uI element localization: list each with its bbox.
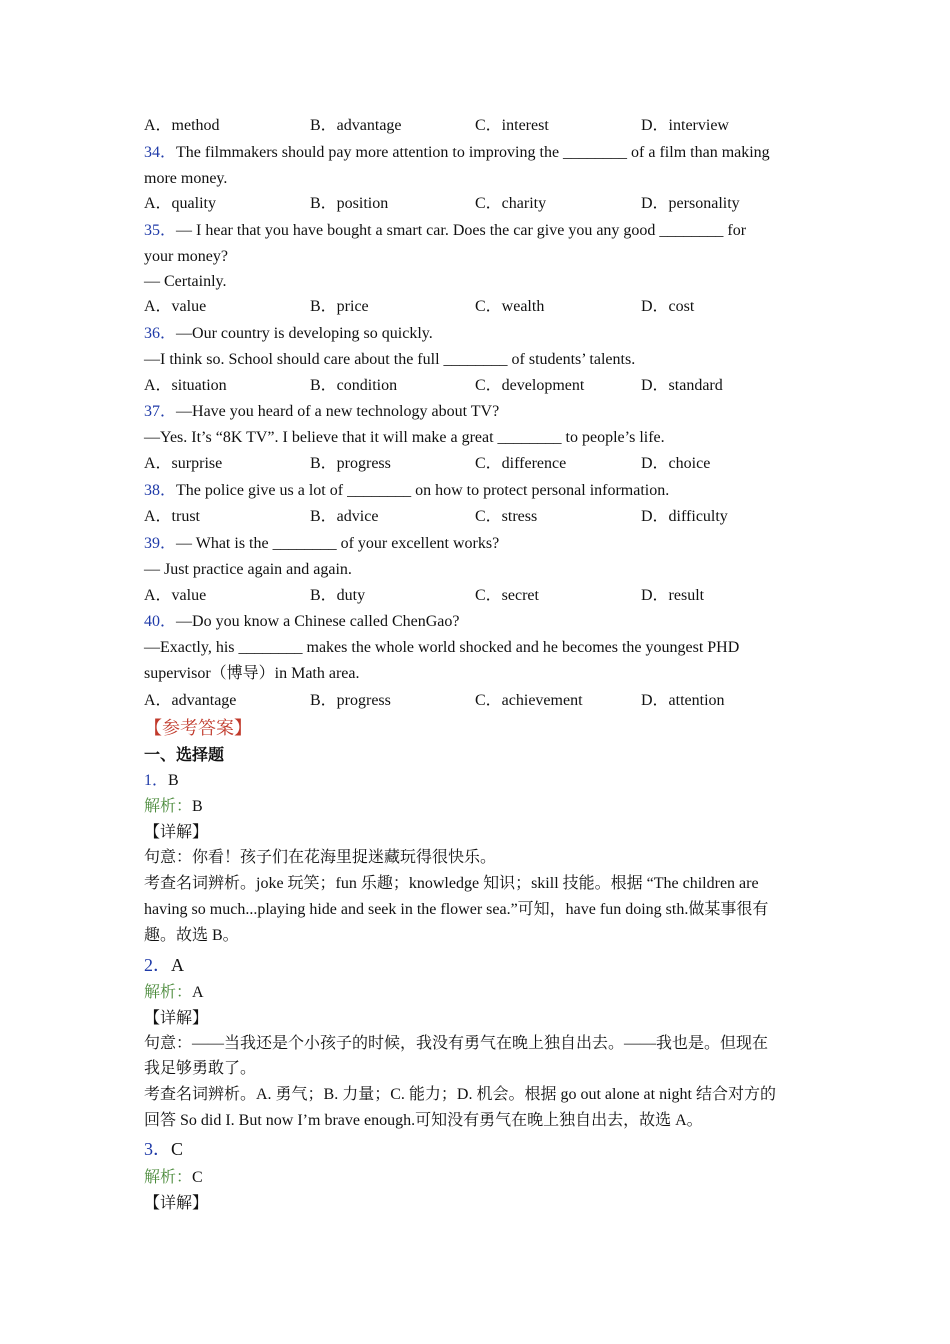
q34-number: 34． — [144, 144, 177, 161]
q40-stem — [144, 612, 814, 632]
q40-option-b: B．progress — [310, 692, 391, 709]
answer-2-jiexi — [144, 983, 814, 1003]
q33-options — [144, 116, 814, 136]
q35-stem — [144, 221, 814, 241]
answer-3-xiangjie: 【详解】 — [144, 1195, 209, 1212]
answer-2-jiexi-value: A — [192, 984, 204, 1001]
answer-1-value: B — [168, 772, 179, 789]
q33-option-a: A．method — [144, 117, 220, 134]
q34-text-line2: more money. — [144, 170, 228, 187]
q34-option-b: B．position — [310, 195, 389, 212]
answer-3 — [144, 1138, 814, 1160]
q40-text-line3: supervisor（博导）in Math area. — [144, 665, 360, 682]
q38-option-a: A．trust — [144, 508, 201, 525]
q40-text-line2: —Exactly, his ________ makes the whole world shocked and he becomes the youngest PHD — [144, 639, 740, 656]
q35-number: 35． — [144, 222, 177, 239]
q39-option-d: D．result — [641, 587, 705, 604]
answer-1-line3: having so much...playing hide and seek in the flower sea.”可知，have fun doing sth.做某事很有 — [144, 901, 769, 918]
jiexi-label: 解析： — [144, 984, 193, 1001]
q33-option-c: C．interest — [475, 117, 549, 134]
q35-option-b: B．price — [310, 298, 369, 315]
q40-option-a: A．advantage — [144, 692, 237, 709]
q34-text-line1: The filmmakers should pay more attention to improving the ________ of a film than making — [176, 144, 770, 161]
answer-2-line1: 句意：——当我还是个小孩子的时候，我没有勇气在晚上独自出去。——我也是。但现在 — [144, 1035, 769, 1052]
q39-options — [144, 586, 814, 606]
answer-1 — [144, 771, 814, 791]
answer-3-jiexi-value: C — [192, 1169, 203, 1186]
q40-option-c: C．achievement — [475, 692, 583, 709]
answer-1-number: 1． — [144, 772, 169, 789]
answer-1-line4: 趣。故选 B。 — [144, 927, 239, 944]
q38-options — [144, 507, 814, 527]
q39-option-b: B．duty — [310, 587, 366, 604]
q35-option-d: D．cost — [641, 298, 695, 315]
q35-text-line1: — I hear that you have bought a smart car. Does the car give you any good ________ for — [176, 222, 747, 239]
q34-option-d: D．personality — [641, 195, 740, 212]
q38-option-b: B．advice — [310, 508, 379, 525]
q40-options — [144, 691, 814, 711]
answer-2-line3: 考查名词辨析。A. 勇气；B. 力量；C. 能力；D. 机会。根据 go out alone at night 结合对方的 — [144, 1086, 776, 1103]
q34-options — [144, 194, 814, 214]
q37-option-c: C．difference — [475, 455, 567, 472]
q36-text-line1: —Our country is developing so quickly. — [176, 325, 433, 342]
q37-text-line1: —Have you heard of a new technology about TV? — [176, 403, 500, 420]
q37-option-a: A．surprise — [144, 455, 223, 472]
q35-options — [144, 297, 814, 317]
answer-key-heading: 【参考答案】 — [144, 718, 252, 738]
q38-option-c: C．stress — [475, 508, 538, 525]
q40-text-line1: —Do you know a Chinese called ChenGao? — [176, 613, 460, 630]
q37-text-line2: —Yes. It’s “8K TV”. I believe that it will make a great ________ to people’s life. — [144, 429, 665, 446]
q37-stem — [144, 402, 814, 422]
q35-option-a: A．value — [144, 298, 207, 315]
q35-text-line3: — Certainly. — [144, 273, 227, 290]
answer-3-jiexi — [144, 1168, 814, 1188]
answer-1-jiexi — [144, 797, 814, 817]
q39-option-c: C．secret — [475, 587, 539, 604]
answer-2-value: A — [171, 955, 184, 975]
q33-option-d: D．interview — [641, 117, 729, 134]
q39-text-line2: — Just practice again and again. — [144, 561, 352, 578]
answer-3-value: C — [171, 1139, 184, 1159]
q36-option-d: D．standard — [641, 377, 723, 394]
q39-text-line1: — What is the ________ of your excellent works? — [176, 535, 500, 552]
section-heading: 一、选择题 — [144, 747, 225, 764]
q34-stem — [144, 143, 814, 163]
q36-options — [144, 376, 814, 396]
q37-option-d: D．choice — [641, 455, 711, 472]
answer-3-number: 3． — [144, 1139, 171, 1159]
q36-option-b: B．condition — [310, 377, 398, 394]
q35-text-line2: your money? — [144, 248, 228, 265]
answer-1-xiangjie: 【详解】 — [144, 824, 209, 841]
q36-option-c: C．development — [475, 377, 585, 394]
answer-2 — [144, 954, 814, 976]
q39-number: 39． — [144, 535, 177, 552]
q36-stem — [144, 324, 814, 344]
q36-text-line2: —I think so. School should care about the full ________ of students’ talents. — [144, 351, 636, 368]
q38-number: 38． — [144, 482, 177, 499]
q38-text-line1: The police give us a lot of ________ on how to protect personal information. — [176, 482, 670, 499]
q40-option-d: D．attention — [641, 692, 725, 709]
answer-1-line1: 句意：你看！孩子们在花海里捉迷藏玩得很快乐。 — [144, 849, 497, 866]
q39-option-a: A．value — [144, 587, 207, 604]
q34-option-a: A．quality — [144, 195, 216, 212]
q38-option-d: D．difficulty — [641, 508, 728, 525]
q33-option-b: B．advantage — [310, 117, 402, 134]
q35-option-c: C．wealth — [475, 298, 545, 315]
answer-2-line4: 回答 So did I. But now I’m brave enough.可知没有勇气在晚上独自出去，故选 A。 — [144, 1112, 703, 1129]
answer-1-line2: 考查名词辨析。joke 玩笑；fun 乐趣；knowledge 知识；skill 技能。根据 “The children are — [144, 875, 759, 892]
q37-number: 37． — [144, 403, 177, 420]
jiexi-label: 解析： — [144, 798, 193, 815]
q37-options — [144, 454, 814, 474]
answer-2-xiangjie: 【详解】 — [144, 1010, 209, 1027]
q38-stem — [144, 481, 814, 501]
q36-option-a: A．situation — [144, 377, 227, 394]
q34-option-c: C．charity — [475, 195, 547, 212]
q36-number: 36． — [144, 325, 177, 342]
answer-2-number: 2． — [144, 955, 171, 975]
answer-1-jiexi-value: B — [192, 798, 203, 815]
answer-2-line2: 我足够勇敢了。 — [144, 1060, 257, 1077]
q40-number: 40． — [144, 613, 177, 630]
jiexi-label: 解析： — [144, 1169, 193, 1186]
q37-option-b: B．progress — [310, 455, 391, 472]
q39-stem — [144, 534, 814, 554]
